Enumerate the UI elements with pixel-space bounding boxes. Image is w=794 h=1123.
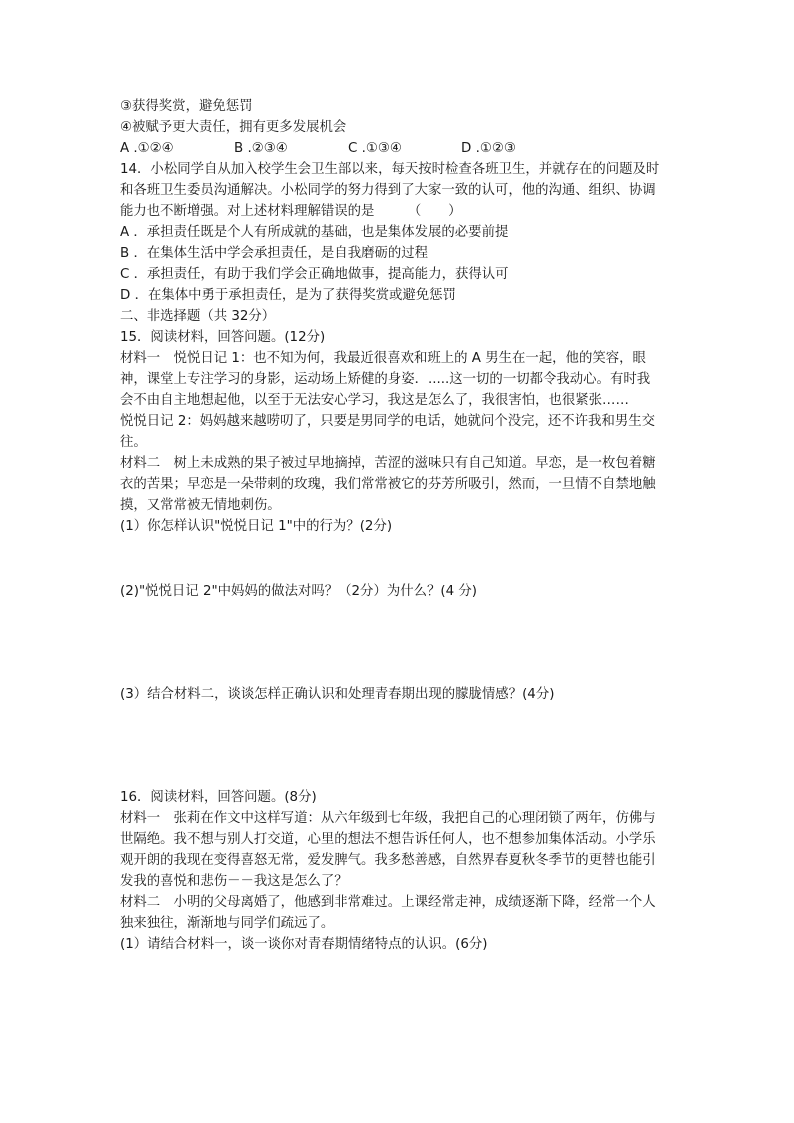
q13-choices xyxy=(120,138,680,159)
q15-sub3: (3）结合材料二，谈谈怎样正确认识和处理青春期出现的朦胧情感？(4分) xyxy=(120,687,555,702)
q15-diary2-line: 往。 xyxy=(120,435,147,450)
q14-option-c: C ．承担责任，有助于我们学会正确地做事，提高能力，获得认可 xyxy=(120,267,509,282)
q13-option-3: ③获得奖赏，避免惩罚 xyxy=(120,99,253,114)
q16-sub1: (1）请结合材料一，谈一谈你对青春期情绪特点的认识。(6分) xyxy=(120,937,488,952)
q15-material2 xyxy=(120,453,680,516)
q13-option-4: ④被赋予更大责任，拥有更多发展机会 xyxy=(120,120,347,135)
q16-material2-line: 材料二 小明的父母离婚了，他感到非常难过。上课经常走神，成绩逐渐下降，经常一个人 xyxy=(120,895,656,910)
exam-page xyxy=(120,96,680,955)
q16-material1 xyxy=(120,808,680,892)
q16-material1-line: 发我的喜悦和悲伤－－我这是怎么了？ xyxy=(120,874,348,889)
q16-material2-line: 独来独往，渐渐地与同学们疏远了。 xyxy=(120,916,335,931)
q15-material2-line: 材料二 树上未成熟的果子被过早地摘掉，苦涩的滋味只有自己知道。早恋，是一枚包着糖 xyxy=(120,456,656,471)
q15-material1 xyxy=(120,348,680,411)
q14-option-b: B ．在集体生活中学会承担责任，是自我磨砺的过程 xyxy=(120,246,429,261)
q15-sub2: (2)"悦悦日记 2"中妈妈的做法对吗？（2分）为什么？(4 分) xyxy=(120,584,478,599)
q15-diary2 xyxy=(120,411,680,453)
q14-option-a: A ．承担责任既是个人有所成就的基础，也是集体发展的必要前提 xyxy=(120,225,509,240)
q15-material2-line: 衣的苦果；早恋是一朵带刺的玫瑰，我们常常被它的芬芳所吸引，然而，一旦情不自禁地触 xyxy=(120,477,656,492)
q14-stem xyxy=(120,159,680,222)
q16-material1-line: 世隔绝。我不想与别人打交道，心里的想法不想告诉任何人，也不想参加集体活动。小学乐 xyxy=(120,832,656,847)
q13-choice-c: C .①③④ xyxy=(348,141,402,156)
q14-stem-line: 14．小松同学自从加入校学生会卫生部以来，每天按时检查各班卫生，并就存在的问题及时 xyxy=(120,162,660,177)
q16-material1-line: 观开朗的我现在变得喜怒无常，爱发脾气。我多愁善感，自然界春夏秋冬季节的更替也能引 xyxy=(120,853,656,868)
section2-title: 二、非选择题（共 32分） xyxy=(120,309,276,324)
q15-title: 15．阅读材料，回答问题。(12分) xyxy=(120,330,326,345)
q16-material1-line: 材料一 张莉在作文中这样写道：从六年级到七年级，我把自己的心理闭锁了两年，仿佛与 xyxy=(120,811,656,826)
q14-option-d: D ．在集体中勇于承担责任，是为了获得奖赏或避免惩罚 xyxy=(120,288,456,303)
q15-material1-line: 神，课堂上专注学习的身影，运动场上矫健的身姿．.....这一切的一切都令我动心。有时我 xyxy=(120,372,651,387)
q15-material2-line: 摸，又常常被无情地刺伤。 xyxy=(120,498,281,513)
q13-choice-b: B .②③④ xyxy=(234,141,288,156)
q16-title: 16．阅读材料，回答问题。(8分) xyxy=(120,790,317,805)
answer-space xyxy=(120,602,680,684)
q13-choice-d: D .①②③ xyxy=(461,141,516,156)
q15-material1-line: 材料一 悦悦日记 1：也不知为何，我最近很喜欢和班上的 A 男生在一起，他的笑容，眼 xyxy=(120,351,646,366)
q15-diary2-line: 悦悦日记 2：妈妈越来越唠叨了，只要是男同学的电话，她就问个没完，还不许我和男生交 xyxy=(120,414,656,429)
answer-space xyxy=(120,537,680,581)
answer-space xyxy=(120,705,680,787)
q14-stem-line: 和各班卫生委员沟通解决。小松同学的努力得到了大家一致的认可，他的沟通、组织、协调 xyxy=(120,183,656,198)
q15-material1-line: 会不由自主地想起他，以至于无法安心学习，我这是怎么了，我很害怕，也很紧张…… xyxy=(120,393,629,408)
q13-choice-a: A .①②④ xyxy=(120,141,174,156)
q15-sub1: (1）你怎样认识"悦悦日记 1"中的行为？(2分) xyxy=(120,519,393,534)
q16-material2 xyxy=(120,892,680,934)
q14-stem-line: 能力也不断增强。对上述材料理解错误的是 （ ） xyxy=(120,204,462,219)
